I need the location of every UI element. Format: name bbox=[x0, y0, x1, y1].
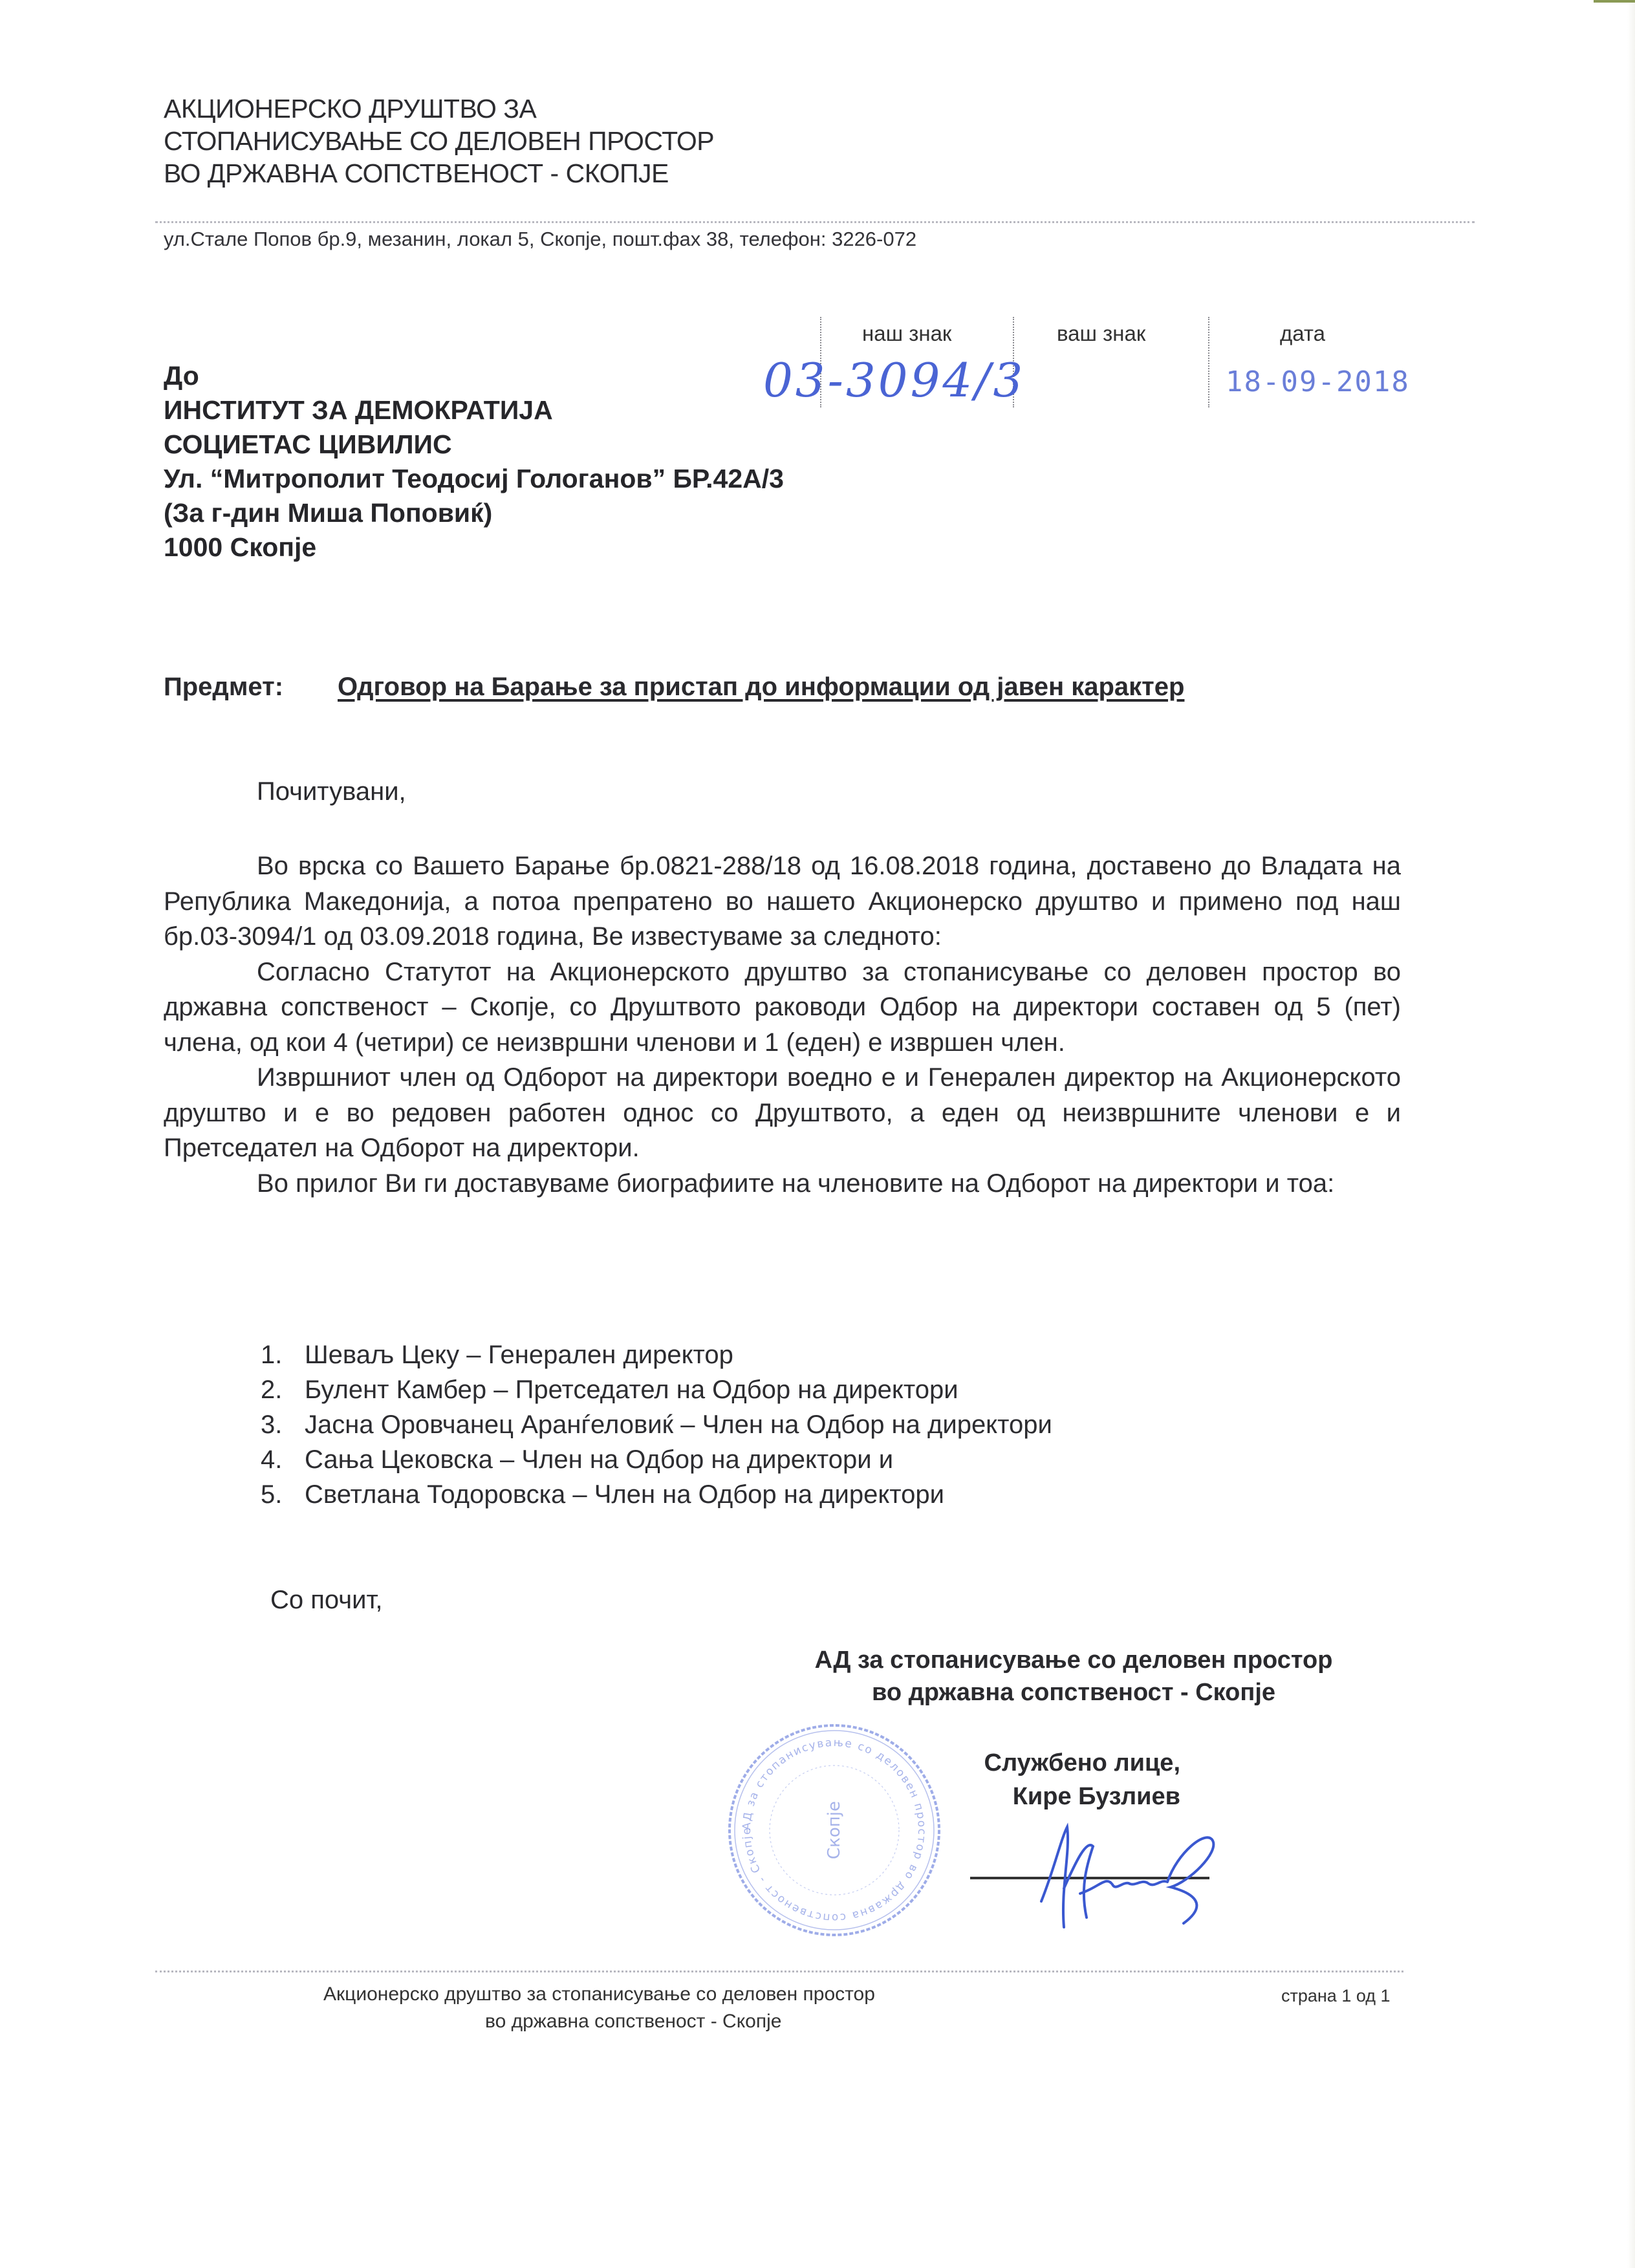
list-number: 4. bbox=[261, 1445, 283, 1474]
official-name: Кире Бузлиев bbox=[1012, 1783, 1180, 1810]
footer-divider bbox=[155, 1971, 1403, 1972]
our-ref-label: наш знак bbox=[862, 321, 952, 345]
list-number: 1. bbox=[261, 1341, 283, 1369]
letterhead-divider bbox=[155, 221, 1475, 223]
recipient-line: СОЦИЕТАС ЦИВИЛИС bbox=[164, 429, 452, 459]
signatory-organization bbox=[763, 1644, 1384, 1709]
list-number: 5. bbox=[261, 1480, 283, 1509]
list-text: Шеваљ Цеку – Генерален директор bbox=[305, 1341, 733, 1369]
body-paragraph: Согласно Статутот на Акционерското друштво за стопанисување со деловен простор во државна сопственост – Скопје, со Друштвото раководи Одбор на директори составен од 5 (пет) члена, од кои 4 (четири) се неизвршни членови и 1 (еден) е извршен член. bbox=[164, 957, 1401, 1057]
subject-label: Предмет: bbox=[164, 673, 284, 701]
list-number: 2. bbox=[261, 1376, 283, 1404]
official-stamp-icon bbox=[724, 1720, 944, 1940]
body-paragraph: Во врска со Вашето Барање бр.0821-288/18 од 16.08.2018 година, доставено до Владата на Република Македонија, а потоа препратено во нашето Акционерско друштво и примено под наш бр.03-3094/1 од 03.09.2018 година, Ве известуваме за следното: bbox=[164, 852, 1401, 951]
list-item bbox=[261, 1442, 1052, 1477]
list-text: Сања Цековска – Член на Одбор на директори и bbox=[305, 1445, 894, 1474]
page-edge-mark bbox=[1594, 0, 1635, 3]
recipient-line: 1000 Скопје bbox=[164, 532, 317, 562]
letterhead-line-3: ВО ДРЖАВНА СОПСТВЕНОСТ - СКОПЈЕ bbox=[164, 158, 669, 188]
subject-text: Одговор на Барање за пристап до информации од јавен карактер bbox=[338, 673, 1185, 701]
recipient-to: До bbox=[164, 361, 199, 391]
footer-line-2: во државна сопственост - Скопје bbox=[485, 2011, 782, 2032]
list-item bbox=[261, 1372, 1052, 1407]
your-ref-label: ваш знак bbox=[1057, 321, 1146, 345]
recipient-line: ИНСТИТУТ ЗА ДЕМОКРАТИЈА bbox=[164, 395, 553, 425]
footer-line-1: Акционерско друштво за стопанисување со деловен простор bbox=[323, 1983, 875, 2005]
list-text: Светлана Тодоровска – Член на Одбор на директори bbox=[305, 1480, 945, 1509]
letterhead-address: ул.Стале Попов бр.9, мезанин, локал 5, Скопје, пошт.фах 38, телефон: 3226-072 bbox=[164, 228, 917, 250]
date-stamp: 18-09-2018 bbox=[1226, 365, 1410, 398]
letterhead-line-1: АКЦИОНЕРСКО ДРУШТВО ЗА bbox=[164, 94, 537, 124]
closing: Со почит, bbox=[270, 1586, 383, 1614]
date-label: дата bbox=[1280, 321, 1325, 345]
signatory-org-line-2: во државна сопственост - Скопје bbox=[871, 1679, 1276, 1706]
letter-body bbox=[164, 848, 1401, 1201]
list-number: 3. bbox=[261, 1410, 283, 1439]
stamp-center-text: Скопје bbox=[825, 1801, 844, 1859]
greeting: Почитувани, bbox=[257, 777, 406, 806]
board-members-list bbox=[261, 1337, 1052, 1512]
recipient-line: (За г-дин Миша Поповиќ) bbox=[164, 498, 493, 528]
page-number: страна 1 од 1 bbox=[1281, 1986, 1391, 2005]
stamp-ring-text: АД за стопанисување со деловен простор во државна сопственост - Скопје bbox=[740, 1736, 929, 1925]
list-text: Булент Камбер – Претседател на Одбор на директори bbox=[305, 1376, 958, 1404]
list-item bbox=[261, 1337, 1052, 1372]
body-paragraph: Извршниот член од Одборот на директори воедно е и Генерален директор на Акционерското друштво и е во редовен работен однос со Друштвото, а еден од неизвршните членови е и Претседател на Одборот на директори. bbox=[164, 1063, 1401, 1162]
page-edge bbox=[1627, 0, 1635, 2268]
signature-icon bbox=[1022, 1817, 1242, 1934]
our-ref-handwritten: 03-3094/3 bbox=[763, 353, 1026, 407]
letterhead-line-2: СТОПАНИСУВАЊЕ СО ДЕЛОВЕН ПРОСТОР bbox=[164, 126, 715, 156]
official-person bbox=[957, 1746, 1180, 1813]
ref-divider-3 bbox=[1208, 317, 1209, 407]
list-text: Јасна Оровчанец Аранѓеловиќ – Член на Одбор на директори bbox=[305, 1410, 1052, 1439]
list-item bbox=[261, 1407, 1052, 1442]
list-item bbox=[261, 1477, 1052, 1512]
signatory-org-line-1: АД за стопанисување со деловен простор bbox=[814, 1647, 1333, 1674]
body-paragraph: Во прилог Ви ги доставуваме биографиите на членовите на Одборот на директори и тоа: bbox=[257, 1169, 1335, 1198]
official-title: Службено лице, bbox=[984, 1749, 1180, 1777]
recipient-line: Ул. “Митрополит Теодосиј Гологанов” БР.42А/3 bbox=[164, 464, 784, 493]
